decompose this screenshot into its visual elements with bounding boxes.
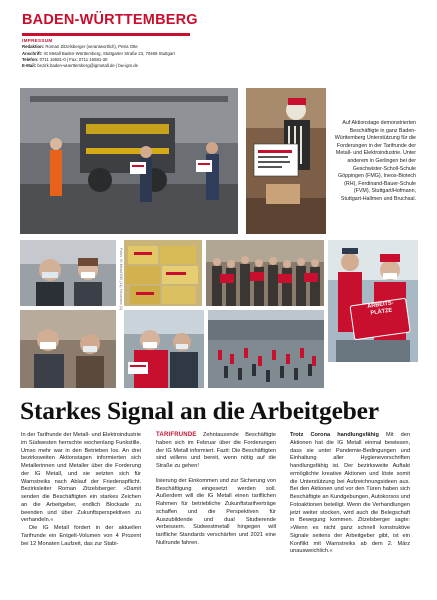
arbeitsplaetze-sign-text: ARBEITS-PLÄTZE bbox=[366, 300, 394, 317]
column-3-text: Mit den Aktionen hat die IG Metall einmal bewiesen, dass sie unter Pandemie-Bedingungen und Einhaltung aller Hygienevorschriften handlungsfähig ist. Der bezirksweite Auftakt ermöglichte kreative Aktionen und löste somit die Unterstützung bei Aufzeichnungsideen aus. Bei den Aktionen und vor den Türen haben sich Beschäftigte an Kundgebungen, Autokorsos und Fotoaktionen beteiligt. Wenn die Verhandlungen jetzt weiter stocken, wird auch die Belegschaft in Bewegung kommen. Zitzelsberger sagte: »Wenn es nicht ganz schnell konstruktive Signale seitens der Arbeitgeber gibt, ist ein Konflikt mit Warnstreiks ab dem 2. März unausweichlich.« bbox=[290, 432, 410, 555]
photo-stacked-boxes-image bbox=[124, 240, 202, 306]
photo-skeleton-sign-image bbox=[246, 88, 326, 234]
photo-seated-colleagues-image bbox=[20, 310, 116, 388]
photo-masked-group-outdoor-image bbox=[124, 310, 204, 388]
tarifrunde-label: TARIFRUNDE bbox=[156, 432, 197, 438]
photo-skeleton-sign bbox=[246, 88, 326, 234]
article-column-2 bbox=[156, 432, 276, 548]
column-3-paragraph bbox=[290, 432, 410, 556]
impressum-telefon: Telefon: 0711 16581-0 | Fax: 0711 16581-30 bbox=[22, 56, 108, 62]
photo-group-indoor bbox=[206, 240, 324, 306]
photo-industrial-hall-image bbox=[20, 88, 238, 234]
impressum-redaktion: Redaktion: Roman Zitzelsberger (verantwortlich), Petra Otte bbox=[22, 44, 138, 50]
column-3-lead: Trotz Corona handlungsfähig bbox=[290, 432, 379, 438]
photo-credit bbox=[116, 248, 124, 348]
column-2-paragraph: lisierung der Einkommen und zur Sicherung von Beschäftigung eingesetzt werden soll. Außerdem will die IG Metall einen tariflichen Rahmen für betriebliche Zukunftstarifverträge schaffen und die Perspektiven für Auszubildende und dual Studierende verbessern. Südwestmetall hingegen will tarifliche Standards verschärfen und 2021 eine Nullrunde fahren. bbox=[156, 477, 276, 546]
column-2-intro bbox=[156, 432, 276, 471]
photo-arbeitsplaetze-sign-image bbox=[328, 240, 418, 362]
photo-seated-colleagues bbox=[20, 310, 116, 388]
article-column-3 bbox=[290, 432, 410, 556]
impressum-block bbox=[22, 38, 222, 69]
photo-arbeitsplaetze-sign bbox=[328, 240, 418, 362]
region-rule bbox=[22, 33, 190, 36]
article-column-1 bbox=[21, 432, 141, 548]
column-1-paragraph-1: In der Tarifrunde der Metall- und Elektroindustrie im Südwesten herrschte wochenlang Funkstille. Umso mehr war in den Betrieben los. An drei bezirksweiten Aktionstagen informierten sich Metallerinnen und Metaller über die Forderung der IG Metall, und sie setzten sich für Warnstreiks nach Ablauf der Friedenspflicht. Bezirksleiter Roman Zitzelsberger: »Damit senden die Beschäftigten ein starkes Zeichen an die Arbeitgeber, endlich Blockade zu beenden und über Zukunftsperspektiven zu verhandeln.« bbox=[21, 432, 141, 524]
photo-masked-group-outdoor bbox=[124, 310, 204, 388]
region-title: BADEN-WÜRTTEMBERG bbox=[22, 12, 198, 28]
article-headline: Starkes Signal an die Arbeitgeber bbox=[20, 396, 379, 425]
photo-outdoor-crowd bbox=[208, 310, 324, 388]
photo-group-indoor-image bbox=[206, 240, 324, 306]
column-1-paragraph-2: Die IG Metall fordert in der aktuellen Tarifrunde ein Entgelt-Volumen von 4 Prozent bei 12 Monaten Laufzeit, das zur Stabi- bbox=[21, 525, 141, 547]
photo-credit-text: Fotos: IG Metall BW (11), Neumann (1) bbox=[119, 248, 123, 311]
photo-masked-workers-image bbox=[20, 240, 116, 306]
photo-masked-workers bbox=[20, 240, 116, 306]
region-header bbox=[22, 12, 198, 34]
column-2-intro-text: Zehntausende Beschäftigte haben sich im Februar über die Forderungen der IG Metall informiert. Fazit: Die Beschäftigten sind willens und bereit, wenn nötig auf die Straße zu gehen! bbox=[156, 432, 276, 469]
impressum-anschrift: Anschrift: IG Metall Baden-Württemberg, Stuttgarter Straße 23, 70469 Stuttgart bbox=[22, 50, 175, 56]
impressum-label: IMPRESSUM bbox=[22, 38, 53, 43]
impressum-email: E-Mail: bezirk.baden-wuerttemberg@igmetall.de | bw-igm.de bbox=[22, 63, 139, 69]
photo-caption: Auf Aktionstage demonstrierten Beschäftigte in ganz Baden-Württemberg Unterstützung für die Forderungen in der Tarifrunde der Metall- und Elektroindustrie. Unter anderem in Gerlingen bei der Geschwister-Scholl-Schule Göppingen (FMG), Ineos-Biotech (RH), Ferdinand-Bauer-Schule (FVM), Stuttgart/Hofmann, Stuttgart-Hallmen und Bruchsal. bbox=[334, 120, 416, 202]
photo-outdoor-crowd-image bbox=[208, 310, 324, 388]
photo-industrial-hall bbox=[20, 88, 238, 234]
photo-stacked-boxes bbox=[124, 240, 202, 306]
